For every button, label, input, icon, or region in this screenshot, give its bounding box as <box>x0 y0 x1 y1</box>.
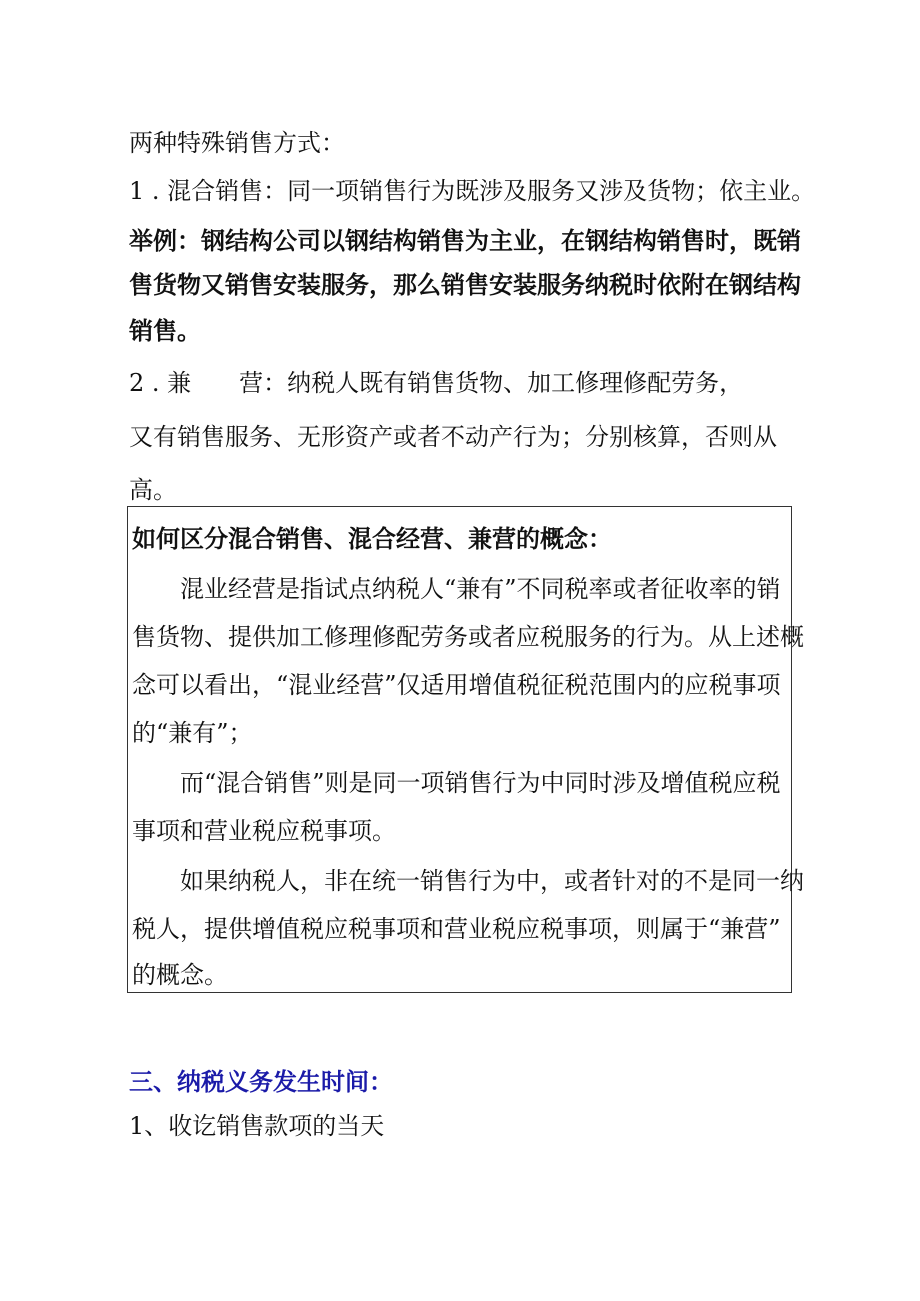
example-line-1: 举例：钢结构公司以钢结构销售为主业，在钢结构销售时，既销 <box>129 227 801 255</box>
concept-line: 税人，提供增值税应税事项和营业税应税事项，则属于“兼营” <box>132 915 781 943</box>
section-3-item-1: 1、收讫销售款项的当天 <box>129 1112 385 1140</box>
concept-line: 的“兼有”； <box>132 719 253 747</box>
concept-line: 如果纳税人，非在统一销售行为中，或者针对的不是同一纳 <box>132 867 804 895</box>
example-line-3: 销售。 <box>129 317 201 345</box>
concept-line: 事项和营业税应税事项。 <box>132 817 396 845</box>
section-3-heading: 三、纳税义务发生时间： <box>129 1068 393 1096</box>
concurrent-business-line-2: 又有销售服务、无形资产或者不动产行为；分别核算，否则从 <box>129 423 777 451</box>
mixed-sales-item: 1 . 混合销售：同一项销售行为既涉及服务又涉及货物；依主业。 <box>129 177 816 205</box>
concept-line: 念可以看出，“混业经营”仅适用增值税征税范围内的应税事项 <box>132 671 781 699</box>
concept-line: 混业经营是指试点纳税人“兼有”不同税率或者征收率的销 <box>132 575 781 603</box>
concept-box <box>127 506 804 993</box>
concept-line: 而“混合销售”则是同一项销售行为中同时涉及增值税应税 <box>132 769 781 797</box>
concept-line: 的概念。 <box>132 961 228 989</box>
concurrent-business-item: 2 . 兼 营：纳税人既有销售货物、加工修理修配劳务， <box>129 369 744 397</box>
concept-line: 售货物、提供加工修理修配劳务或者应税服务的行为。从上述概 <box>132 623 804 651</box>
intro-title: 两种特殊销售方式： <box>129 129 345 157</box>
example-line-2: 售货物又销售安装服务，那么销售安装服务纳税时依附在钢结构 <box>129 271 801 299</box>
concept-box-title: 如何区分混合销售、混合经营、兼营的概念： <box>132 525 612 553</box>
concurrent-business-line-3: 高。 <box>129 476 177 504</box>
